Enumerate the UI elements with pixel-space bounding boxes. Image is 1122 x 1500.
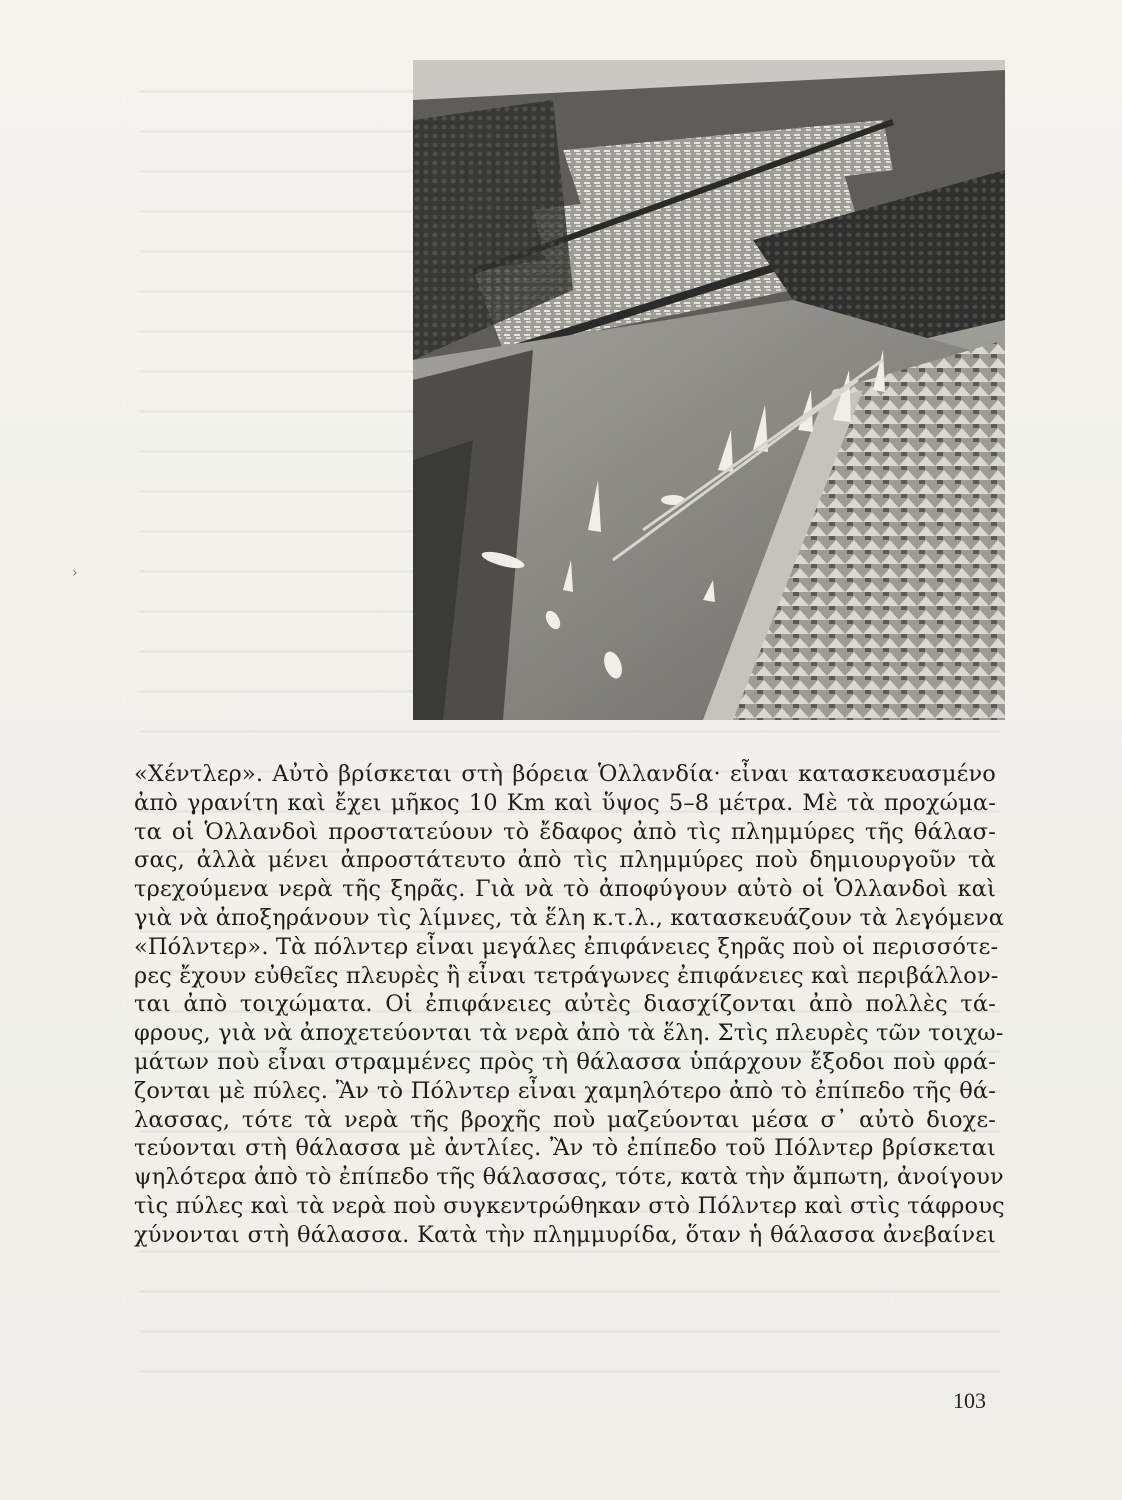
text-line: ται ἀπὸ τοιχώματα. Οἱ ἐπιφάνειες αὐτὲς διασχίζονται ἀπὸ πολλὲς τά-: [134, 991, 996, 1018]
text-line: ἀπὸ γρανίτη καὶ ἔχει μῆκος 10 Km καὶ ὕψος 5–8 μέτρα. Μὲ τὰ προχώμα-: [134, 789, 996, 816]
text-line: μάτων ποὺ εἶναι στραμμένες πρὸς τὴ θάλασσα ὑπάρχουν ἔξοδοι ποὺ φρά-: [134, 1048, 996, 1075]
text-line: τα οἱ Ὁλλανδοὶ προστατεύουν τὸ ἔδαφος ἀπὸ τὶς πλημμύρες τῆς θάλασ-: [134, 818, 996, 845]
text-line: τὶς πύλες καὶ τὰ νερὰ ποὺ συγκεντρώθηκαν στὸ Πόλντερ καὶ στὶς τάφρους: [134, 1192, 1005, 1219]
text-line: ζονται μὲ πύλες. Ἂν τὸ Πόλντερ εἶναι χαμηλότερο ἀπὸ τὸ ἐπίπεδο τῆς θά-: [134, 1077, 996, 1104]
text-line: τεύονται στὴ θάλασσα μὲ ἀντλίες. Ἂν τὸ ἐπίπεδο τοῦ Πόλντερ βρίσκεται: [134, 1135, 996, 1162]
aerial-photo: [413, 60, 1005, 720]
text-line: «Πόλντερ». Τὰ πόλντερ εἶναι μεγάλες ἐπιφάνειες ξηρᾶς ποὺ οἱ περισσότε-: [134, 933, 999, 960]
body-text: [134, 760, 1005, 1250]
text-line: σας, ἀλλὰ μένει ἀπροστάτευτο ἀπὸ τὶς πλημμύρες ποὺ δημιουργοῦν τὰ: [134, 847, 996, 874]
text-line: φρους, γιὰ νὰ ἀποχετεύονται τὰ νερὰ ἀπὸ τὰ ἕλη. Στὶς πλευρὲς τῶν τοιχω-: [134, 1020, 1004, 1047]
text-line: ψηλότερα ἀπὸ τὸ ἐπίπεδο τῆς θάλασσας, τότε, κατὰ τὴν ἄμπωτη, ἀνοίγουν: [134, 1164, 1004, 1191]
margin-mark: ›: [72, 565, 78, 581]
text-line: τρεχούμενα νερὰ τῆς ξηρᾶς. Γιὰ νὰ τὸ ἀποφύγουν αὐτὸ οἱ Ὁλλανδοὶ καὶ: [134, 876, 996, 903]
text-line: γιὰ νὰ ἀποξηράνουν τὶς λίμνες, τὰ ἕλη κ.τ.λ., κατασκευάζουν τὰ λεγόμενα: [134, 904, 1005, 931]
text-line: λασσας, τότε τὰ νερὰ τῆς βροχῆς ποὺ μαζεύονται μέσα σ᾽ αὐτὸ διοχε-: [134, 1106, 996, 1133]
text-line: ρες ἔχουν εὐθεῖες πλευρὲς ἢ εἶναι τετράγωνες ἐπιφάνειες καὶ περιβάλλον-: [134, 962, 999, 989]
page-number: 103: [953, 1388, 986, 1413]
aerial-photo-drawing: [413, 60, 1005, 720]
text-line: χύνονται στὴ θάλασσα. Κατὰ τὴν πλημμυρίδα, ὅταν ἡ θάλασσα ἀνεβαίνει: [134, 1221, 996, 1248]
text-line: «Χέντλερ». Αὐτὸ βρίσκεται στὴ βόρεια Ὁλλανδία· εἶναι κατασκευασμένο: [134, 761, 996, 787]
